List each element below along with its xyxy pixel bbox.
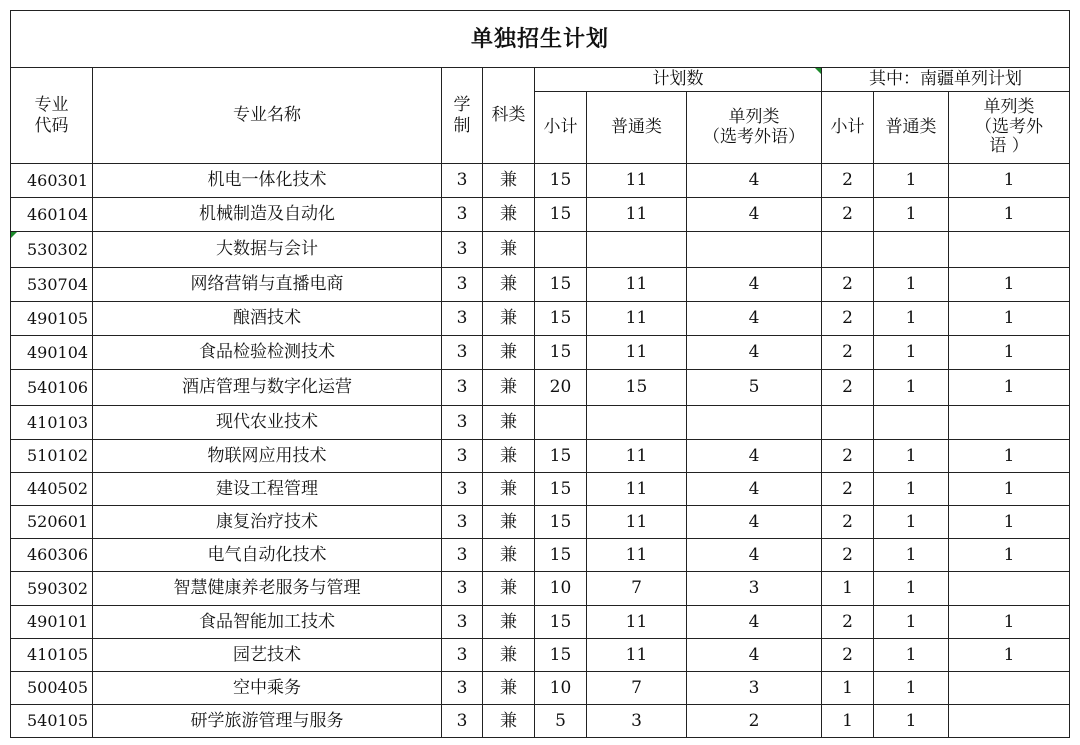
cell-type: 兼 xyxy=(483,572,535,606)
table-row xyxy=(11,506,1070,539)
cell-years: 3 xyxy=(442,606,483,639)
cell-nj-regular: 1 xyxy=(874,302,949,336)
cell-regular: 11 xyxy=(587,606,687,639)
cell-type: 兼 xyxy=(483,232,535,268)
cell-special: 4 xyxy=(687,336,822,370)
cell-special: 4 xyxy=(687,606,822,639)
cell-type: 兼 xyxy=(483,506,535,539)
cell-nj-special: 1 xyxy=(949,302,1070,336)
cell-years: 3 xyxy=(442,164,483,198)
cell-type: 兼 xyxy=(483,164,535,198)
header-special-line2: （选考外语） xyxy=(703,126,805,147)
cell-nj-special: 1 xyxy=(949,268,1070,302)
cell-subtotal: 15 xyxy=(535,164,587,198)
cell-nj-regular: 1 xyxy=(874,336,949,370)
cell-special: 4 xyxy=(687,506,822,539)
cell-nj-special xyxy=(949,672,1070,705)
cell-subtotal: 5 xyxy=(535,705,587,738)
table-row xyxy=(11,639,1070,672)
cell-regular: 11 xyxy=(587,440,687,473)
cell-regular xyxy=(587,232,687,268)
table-title: 单独招生计划 xyxy=(11,11,1070,68)
admission-plan-sheet xyxy=(10,10,1070,738)
cell-code: 530302 xyxy=(11,232,93,268)
cell-nj-subtotal: 1 xyxy=(822,572,874,606)
cell-nj-regular: 1 xyxy=(874,539,949,572)
cell-nj-subtotal: 2 xyxy=(822,606,874,639)
header-nanjiang-group: 其中：南疆单列计划 xyxy=(822,68,1070,92)
cell-nj-regular: 1 xyxy=(874,268,949,302)
cell-years: 3 xyxy=(442,302,483,336)
cell-code: 500405 xyxy=(11,672,93,705)
table-row xyxy=(11,164,1070,198)
cell-name: 电气自动化技术 xyxy=(93,539,442,572)
cell-code: 410105 xyxy=(11,639,93,672)
cell-subtotal: 15 xyxy=(535,473,587,506)
cell-type: 兼 xyxy=(483,639,535,672)
cell-type: 兼 xyxy=(483,406,535,440)
cell-nj-special: 1 xyxy=(949,506,1070,539)
cell-code: 460301 xyxy=(11,164,93,198)
cell-subtotal: 15 xyxy=(535,198,587,232)
cell-nj-regular: 1 xyxy=(874,370,949,406)
cell-nj-regular xyxy=(874,232,949,268)
header-regular: 普通类 xyxy=(587,92,687,164)
cell-special: 3 xyxy=(687,572,822,606)
cell-nj-special xyxy=(949,705,1070,738)
header-name: 专业名称 xyxy=(93,68,442,164)
table-row xyxy=(11,473,1070,506)
cell-code: 440502 xyxy=(11,473,93,506)
cell-special xyxy=(687,406,822,440)
table-row xyxy=(11,232,1070,268)
cell-regular: 11 xyxy=(587,164,687,198)
cell-nj-special: 1 xyxy=(949,336,1070,370)
header-duration-line2: 制 xyxy=(453,115,471,136)
cell-nj-regular: 1 xyxy=(874,198,949,232)
cell-years: 3 xyxy=(442,198,483,232)
cell-type: 兼 xyxy=(483,672,535,705)
header-nj-special-line1: 单列类 xyxy=(983,97,1035,118)
header-code xyxy=(11,68,93,164)
cell-code: 540105 xyxy=(11,705,93,738)
cell-code: 520601 xyxy=(11,506,93,539)
cell-type: 兼 xyxy=(483,473,535,506)
table-row xyxy=(11,198,1070,232)
cell-name: 大数据与会计 xyxy=(93,232,442,268)
cell-nj-regular: 1 xyxy=(874,572,949,606)
header-code-line1: 专业 xyxy=(34,95,69,116)
cell-name: 机电一体化技术 xyxy=(93,164,442,198)
cell-regular: 7 xyxy=(587,572,687,606)
cell-special: 4 xyxy=(687,639,822,672)
cell-nj-special: 1 xyxy=(949,539,1070,572)
admission-plan-table xyxy=(10,10,1070,738)
cell-special: 4 xyxy=(687,268,822,302)
cell-type: 兼 xyxy=(483,539,535,572)
cell-code: 490101 xyxy=(11,606,93,639)
table-row xyxy=(11,539,1070,572)
cell-nj-subtotal: 2 xyxy=(822,198,874,232)
cell-special: 4 xyxy=(687,302,822,336)
table-row xyxy=(11,705,1070,738)
header-plan-group: 计划数 xyxy=(535,68,822,92)
cell-code: 490104 xyxy=(11,336,93,370)
cell-name: 现代农业技术 xyxy=(93,406,442,440)
table-row xyxy=(11,268,1070,302)
cell-name: 研学旅游管理与服务 xyxy=(93,705,442,738)
cell-name: 食品智能加工技术 xyxy=(93,606,442,639)
cell-nj-special: 1 xyxy=(949,473,1070,506)
cell-nj-subtotal xyxy=(822,406,874,440)
table-row xyxy=(11,440,1070,473)
cell-name: 酒店管理与数字化运营 xyxy=(93,370,442,406)
cell-regular xyxy=(587,406,687,440)
cell-years: 3 xyxy=(442,639,483,672)
cell-subtotal: 15 xyxy=(535,336,587,370)
cell-nj-regular: 1 xyxy=(874,606,949,639)
cell-regular: 15 xyxy=(587,370,687,406)
cell-nj-subtotal: 2 xyxy=(822,440,874,473)
cell-type: 兼 xyxy=(483,268,535,302)
cell-special: 2 xyxy=(687,705,822,738)
cell-years: 3 xyxy=(442,672,483,705)
table-row xyxy=(11,336,1070,370)
cell-name: 园艺技术 xyxy=(93,639,442,672)
cell-nj-regular xyxy=(874,406,949,440)
cell-nj-regular: 1 xyxy=(874,473,949,506)
cell-nj-subtotal: 2 xyxy=(822,506,874,539)
cell-years: 3 xyxy=(442,336,483,370)
cell-type: 兼 xyxy=(483,370,535,406)
cell-type: 兼 xyxy=(483,705,535,738)
cell-name: 食品检验检测技术 xyxy=(93,336,442,370)
cell-special: 4 xyxy=(687,539,822,572)
cell-nj-special xyxy=(949,572,1070,606)
cell-subtotal: 15 xyxy=(535,506,587,539)
cell-regular: 11 xyxy=(587,506,687,539)
cell-type: 兼 xyxy=(483,302,535,336)
cell-nj-regular: 1 xyxy=(874,164,949,198)
cell-nj-subtotal: 2 xyxy=(822,639,874,672)
cell-special: 3 xyxy=(687,672,822,705)
cell-code: 490105 xyxy=(11,302,93,336)
cell-special: 4 xyxy=(687,164,822,198)
header-subtotal: 小计 xyxy=(535,92,587,164)
cell-special: 4 xyxy=(687,198,822,232)
cell-regular: 11 xyxy=(587,336,687,370)
cell-nj-subtotal: 2 xyxy=(822,370,874,406)
cell-special: 4 xyxy=(687,473,822,506)
cell-nj-special: 1 xyxy=(949,639,1070,672)
header-duration xyxy=(442,68,483,164)
header-category: 科类 xyxy=(483,68,535,164)
cell-years: 3 xyxy=(442,539,483,572)
header-nj-special-line3: 语 ） xyxy=(989,136,1029,157)
cell-regular: 11 xyxy=(587,473,687,506)
header-nj-regular: 普通类 xyxy=(874,92,949,164)
cell-regular: 11 xyxy=(587,268,687,302)
table-row xyxy=(11,606,1070,639)
cell-nj-subtotal xyxy=(822,232,874,268)
table-row xyxy=(11,572,1070,606)
cell-nj-subtotal: 2 xyxy=(822,539,874,572)
cell-subtotal: 20 xyxy=(535,370,587,406)
cell-code: 530704 xyxy=(11,268,93,302)
cell-subtotal: 15 xyxy=(535,440,587,473)
table-row xyxy=(11,406,1070,440)
table-row xyxy=(11,370,1070,406)
cell-nj-subtotal: 1 xyxy=(822,672,874,705)
cell-type: 兼 xyxy=(483,198,535,232)
cell-subtotal xyxy=(535,406,587,440)
cell-name: 酿酒技术 xyxy=(93,302,442,336)
cell-nj-special: 1 xyxy=(949,440,1070,473)
cell-special: 4 xyxy=(687,440,822,473)
cell-nj-subtotal: 2 xyxy=(822,302,874,336)
cell-code: 590302 xyxy=(11,572,93,606)
cell-regular: 11 xyxy=(587,302,687,336)
cell-subtotal: 15 xyxy=(535,268,587,302)
cell-years: 3 xyxy=(442,705,483,738)
cell-code: 410103 xyxy=(11,406,93,440)
cell-subtotal: 15 xyxy=(535,539,587,572)
cell-years: 3 xyxy=(442,268,483,302)
cell-nj-subtotal: 2 xyxy=(822,164,874,198)
cell-years: 3 xyxy=(442,572,483,606)
cell-subtotal: 15 xyxy=(535,639,587,672)
cell-subtotal: 10 xyxy=(535,672,587,705)
cell-special xyxy=(687,232,822,268)
cell-name: 网络营销与直播电商 xyxy=(93,268,442,302)
cell-nj-subtotal: 1 xyxy=(822,705,874,738)
cell-nj-subtotal: 2 xyxy=(822,336,874,370)
table-row xyxy=(11,672,1070,705)
cell-subtotal: 10 xyxy=(535,572,587,606)
cell-nj-regular: 1 xyxy=(874,672,949,705)
cell-regular: 7 xyxy=(587,672,687,705)
table-row xyxy=(11,302,1070,336)
cell-type: 兼 xyxy=(483,336,535,370)
header-special xyxy=(687,92,822,164)
cell-years: 3 xyxy=(442,232,483,268)
cell-type: 兼 xyxy=(483,606,535,639)
cell-nj-regular: 1 xyxy=(874,705,949,738)
header-nj-special-line2: （选考外 xyxy=(975,116,1044,137)
cell-code: 460306 xyxy=(11,539,93,572)
cell-name: 物联网应用技术 xyxy=(93,440,442,473)
cell-regular: 3 xyxy=(587,705,687,738)
cell-nj-special: 1 xyxy=(949,164,1070,198)
cell-nj-special xyxy=(949,406,1070,440)
cell-nj-subtotal: 2 xyxy=(822,268,874,302)
cell-years: 3 xyxy=(442,473,483,506)
cell-nj-special xyxy=(949,232,1070,268)
cell-nj-special: 1 xyxy=(949,370,1070,406)
cell-nj-regular: 1 xyxy=(874,506,949,539)
cell-years: 3 xyxy=(442,370,483,406)
cell-code: 460104 xyxy=(11,198,93,232)
header-duration-line1: 学 xyxy=(453,95,471,116)
cell-nj-regular: 1 xyxy=(874,639,949,672)
cell-name: 空中乘务 xyxy=(93,672,442,705)
cell-regular: 11 xyxy=(587,539,687,572)
cell-name: 建设工程管理 xyxy=(93,473,442,506)
header-code-line2: 代码 xyxy=(34,115,69,136)
cell-years: 3 xyxy=(442,440,483,473)
cell-code: 510102 xyxy=(11,440,93,473)
cell-subtotal: 15 xyxy=(535,606,587,639)
header-nj-special xyxy=(949,92,1070,164)
cell-years: 3 xyxy=(442,406,483,440)
cell-years: 3 xyxy=(442,506,483,539)
cell-nj-special: 1 xyxy=(949,198,1070,232)
cell-name: 智慧健康养老服务与管理 xyxy=(93,572,442,606)
cell-subtotal: 15 xyxy=(535,302,587,336)
cell-type: 兼 xyxy=(483,440,535,473)
cell-nj-subtotal: 2 xyxy=(822,473,874,506)
cell-name: 机械制造及自动化 xyxy=(93,198,442,232)
cell-subtotal xyxy=(535,232,587,268)
header-nj-subtotal: 小计 xyxy=(822,92,874,164)
cell-regular: 11 xyxy=(587,639,687,672)
cell-special: 5 xyxy=(687,370,822,406)
cell-nj-special: 1 xyxy=(949,606,1070,639)
cell-regular: 11 xyxy=(587,198,687,232)
header-special-line1: 单列类 xyxy=(728,106,780,127)
cell-nj-regular: 1 xyxy=(874,440,949,473)
cell-code: 540106 xyxy=(11,370,93,406)
cell-name: 康复治疗技术 xyxy=(93,506,442,539)
